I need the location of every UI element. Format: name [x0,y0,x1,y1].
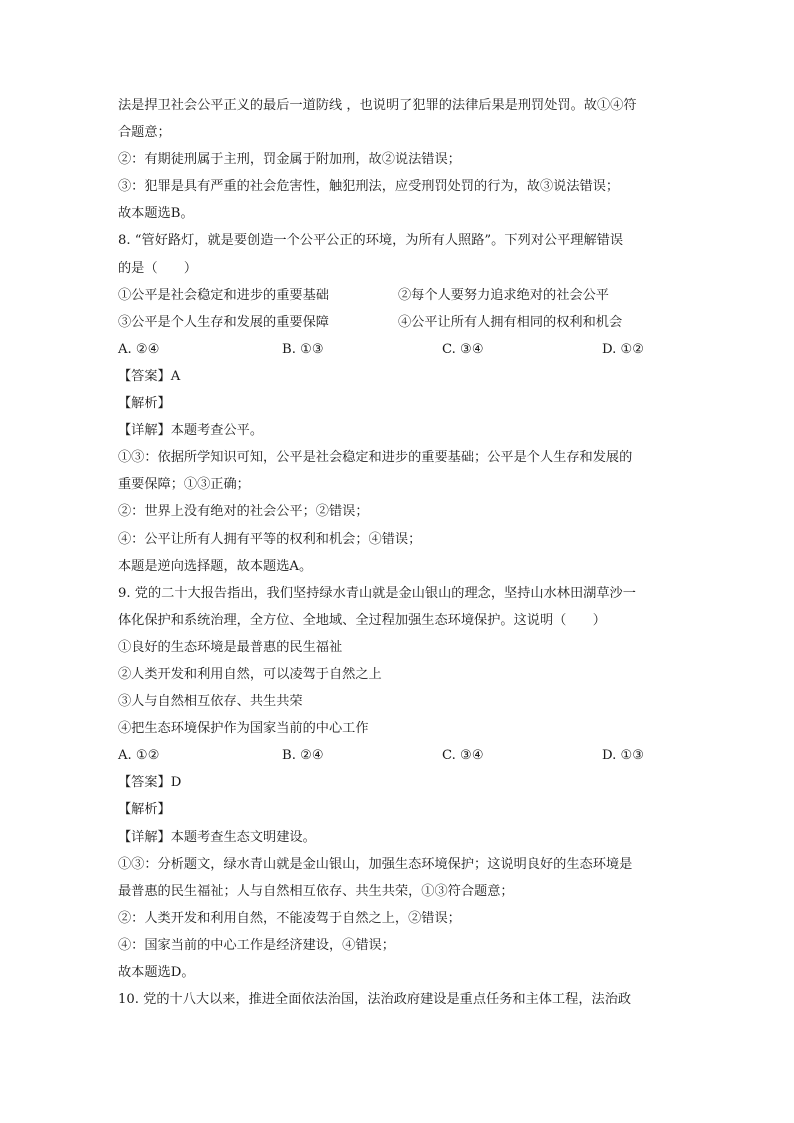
statement-3: ③人与自然相互依存、共生共荣 [118,694,303,710]
answer-label: 【答案】D [118,775,182,791]
document-body [118,92,678,1013]
question-8-options [118,336,678,363]
statement-4: ④公平让所有人拥有相同的权利和机会 [398,314,623,330]
analysis-line: ②：人类开发和利用自然，不能凌驾于自然之上，②错误； [118,910,461,926]
paragraph-line: 故本题选B。 [118,206,194,222]
statement-2: ②人类开发和利用自然，可以凌驾于自然之上 [118,666,382,682]
answer-label: 【答案】A [118,368,181,384]
analysis-line: 本题是逆向选择题，故本题选A。 [118,558,313,574]
paragraph-line: 法是捍卫社会公平正义的最后一道防线 ，也说明了犯罪的法律后果是刑罚处罚。故①④符 [118,98,637,113]
analysis-title: 【解析】 [118,802,171,818]
paragraph-line: 合题意； [118,125,171,141]
question-8-statements-row [118,282,678,309]
statement-3: ③公平是个人生存和发展的重要保障 [118,314,329,330]
analysis-line: 最普惠的民生福祉；人与自然相互依存、共生共荣，①③符合题意； [118,883,514,899]
statement-1: ①良好的生态环境是最普惠的民生福祉 [118,639,343,655]
analysis-line: 【详解】本题考查公平。 [118,423,264,439]
statement-4: ④把生态环境保护作为国家当前的中心工作 [118,721,369,737]
paragraph-line: ③：犯罪是具有严重的社会危害性，触犯刑法，应受刑罚处罚的行为，故③说法错误； [118,179,620,195]
analysis-line: 重要保障；①③正确； [118,477,250,493]
analysis-line: ②：世界上没有绝对的社会公平；②错误； [118,504,369,520]
option-c: C. ③④ [442,748,484,764]
analysis-line: 【详解】本题考查生态文明建设。 [118,829,316,845]
question-9-stem: 体化保护和系统治理，全方位、全地域、全过程加强生态环境保护。这说明（ ） [118,612,606,628]
option-d: D. ①② [602,341,645,357]
question-9-options [118,742,678,769]
analysis-line: ①③：依据所学知识可知，公平是社会稳定和进步的重要基础；公平是个人生存和发展的 [118,450,633,466]
option-b: B. ①③ [282,341,324,357]
statement-2: ②每个人要努力追求绝对的社会公平 [398,287,609,303]
analysis-line: ④：公平让所有人拥有平等的权利和机会；④错误； [118,531,422,547]
analysis-title: 【解析】 [118,396,171,412]
option-a: A. ②④ [118,341,160,357]
question-9-stem: 9. 党的二十大报告指出，我们坚持绿水青山就是金山银山的理念，坚持山水林田湖草沙一 [118,585,636,601]
option-d: D. ①③ [602,748,645,764]
option-b: B. ②④ [282,748,324,764]
analysis-line: 故本题选D。 [118,965,195,980]
analysis-line: ①③：分析题文，绿水青山就是金山银山，加强生态环境保护；这说明良好的生态环境是 [118,856,633,872]
paragraph-line: ②：有期徒刑属于主刑，罚金属于附加刑，故②说法错误； [118,152,461,168]
question-8-stem: 8. “管好路灯，就是要创造一个公平公正的环境，为所有人照路”。下列对公平理解错误 [118,233,624,249]
option-a: A. ①② [118,748,160,764]
option-c: C. ③④ [442,341,484,357]
analysis-line: ④：国家当前的中心工作是经济建设，④错误； [118,937,395,953]
statement-1: ①公平是社会稳定和进步的重要基础 [118,287,329,303]
question-8-stem: 的是（ ） [118,260,198,276]
question-8-statements-row [118,309,678,336]
question-10-stem: 10. 党的十八大以来，推进全面依法治国，法治政府建设是重点任务和主体工程，法治政 [118,992,632,1008]
